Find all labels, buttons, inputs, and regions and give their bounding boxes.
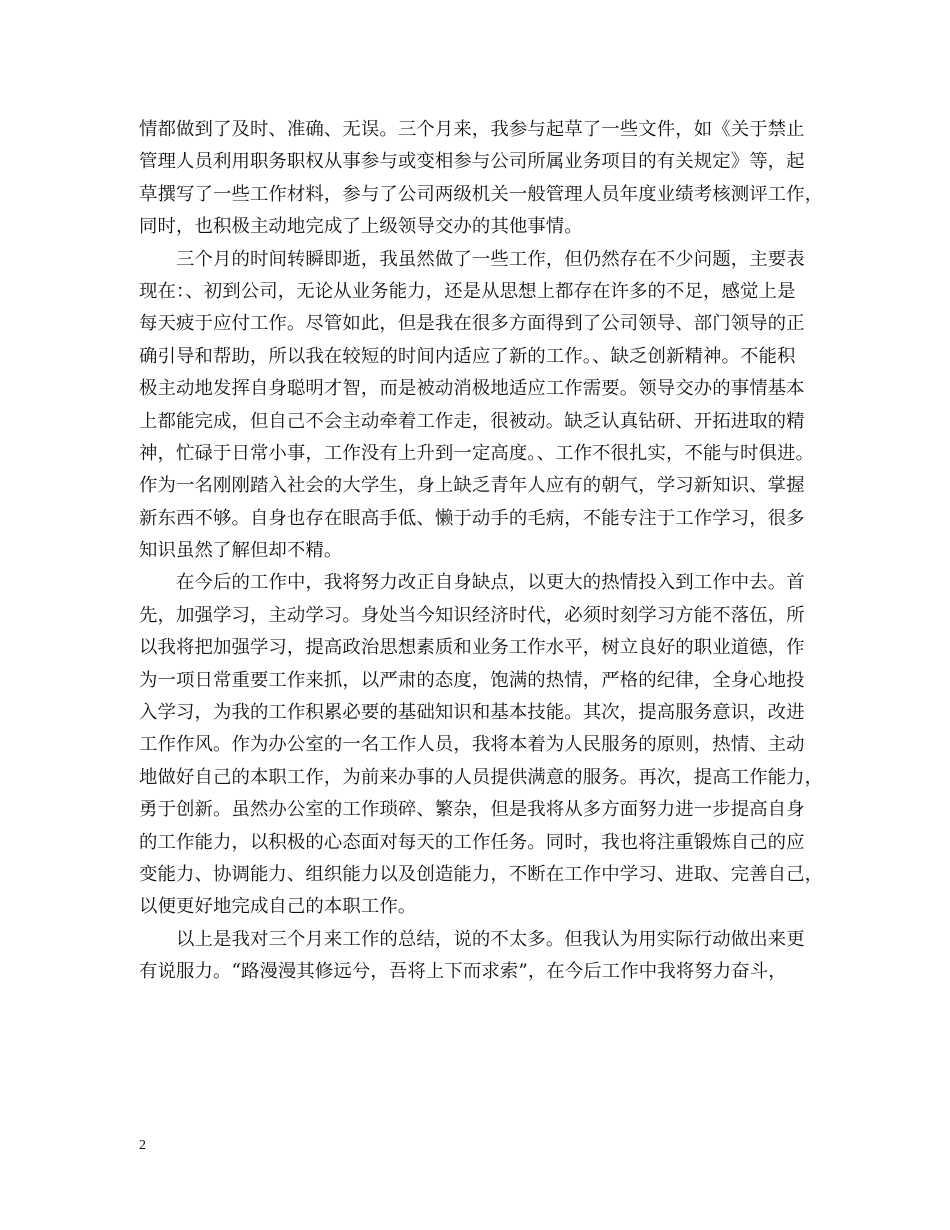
- text-line: 上都能完成，但自己不会主动牵着工作走，很被动。缺乏认真钻研、开拓进取的精: [139, 410, 805, 432]
- paragraph-first-line: 在今后的工作中，我将努力改正自身缺点，以更大的热情投入到工作中去。首: [176, 572, 805, 594]
- text-line: 神，忙碌于日常小事，工作没有上升到一定高度。、工作不很扎实，不能与时俱进。: [139, 442, 814, 464]
- text-line: 草撰写了一些工作材料，参与了公司两级机关一般管理人员年度业绩考核测评工作，: [139, 183, 824, 205]
- text-line: 确引导和帮助，所以我在较短的时间内适应了新的工作。、缺乏创新精神。不能积: [139, 345, 796, 367]
- text-line: 先，加强学习，主动学习。身处当今知识经济时代，必须时刻学习方能不落伍，所: [139, 604, 805, 626]
- text-line: 以我将把加强学习，提高政治思想素质和业务工作水平，树立良好的职业道德，作: [139, 637, 805, 659]
- text-line: 的工作能力，以积极的心态面对每天的工作任务。同时，我也将注重锻炼自己的应: [139, 831, 805, 853]
- body-text: [139, 114, 824, 989]
- text-line: 为一项日常重要工作来抓，以严肃的态度，饱满的热情，严格的纪律，全身心地投: [139, 669, 805, 691]
- text-line: 同时，也积极主动地完成了上级领导交办的其他事情。: [139, 216, 583, 238]
- text-line: 变能力、协调能力、组织能力以及创造能力，不断在工作中学习、进取、完善自己，: [139, 863, 824, 885]
- text-line: 情都做到了及时、准确、无误。三个月来，我参与起草了一些文件，如《关于禁止: [139, 119, 805, 140]
- paragraph-first-line: 以上是我对三个月来工作的总结，说的不太多。但我认为用实际行动做出来更: [176, 928, 805, 950]
- text-line: 有说服力。“路漫漫其修远兮，吾将上下而求索”，在今后工作中我将努力奋斗，: [139, 961, 787, 983]
- text-line: 新东西不够。自身也存在眼高手低、懒于动手的毛病，不能专注于工作学习，很多: [139, 507, 805, 529]
- paragraph-first-line: 三个月的时间转瞬即逝，我虽然做了一些工作，但仍然存在不少问题，主要表: [176, 248, 805, 270]
- text-line: 每天疲于应付工作。尽管如此，但是我在很多方面得到了公司领导、部门领导的正: [139, 313, 805, 335]
- text-line: 作为一名刚刚踏入社会的大学生，身上缺乏青年人应有的朝气，学习新知识、掌握: [139, 475, 805, 497]
- text-line: 勇于创新。虽然办公室的工作琐碎、繁杂，但是我将从多方面努力进一步提高自身: [139, 799, 805, 821]
- text-line: 地做好自己的本职工作，为前来办事的人员提供满意的服务。再次，提高工作能力，: [139, 766, 824, 788]
- text-line: 极主动地发挥自身聪明才智，而是被动消极地适应工作需要。领导交办的事情基本: [139, 378, 805, 400]
- text-line: 知识虽然了解但却不精。: [139, 540, 343, 562]
- text-line: 工作作风。作为办公室的一名工作人员，我将本着为人民服务的原则，热情、主动: [139, 734, 805, 756]
- text-line: 以便更好地完成自己的本职工作。: [139, 896, 417, 918]
- text-line: 管理人员利用职务职权从事参与或变相参与公司所属业务项目的有关规定》等，起: [139, 151, 805, 173]
- text-line: 现在：、初到公司，无论从业务能力，还是从思想上都存在许多的不足，感觉上是: [139, 280, 796, 302]
- text-line: 入学习，为我的工作积累必要的基础知识和基本技能。其次，提高服务意识，改进: [139, 702, 805, 724]
- page-number: 2: [139, 1138, 146, 1153]
